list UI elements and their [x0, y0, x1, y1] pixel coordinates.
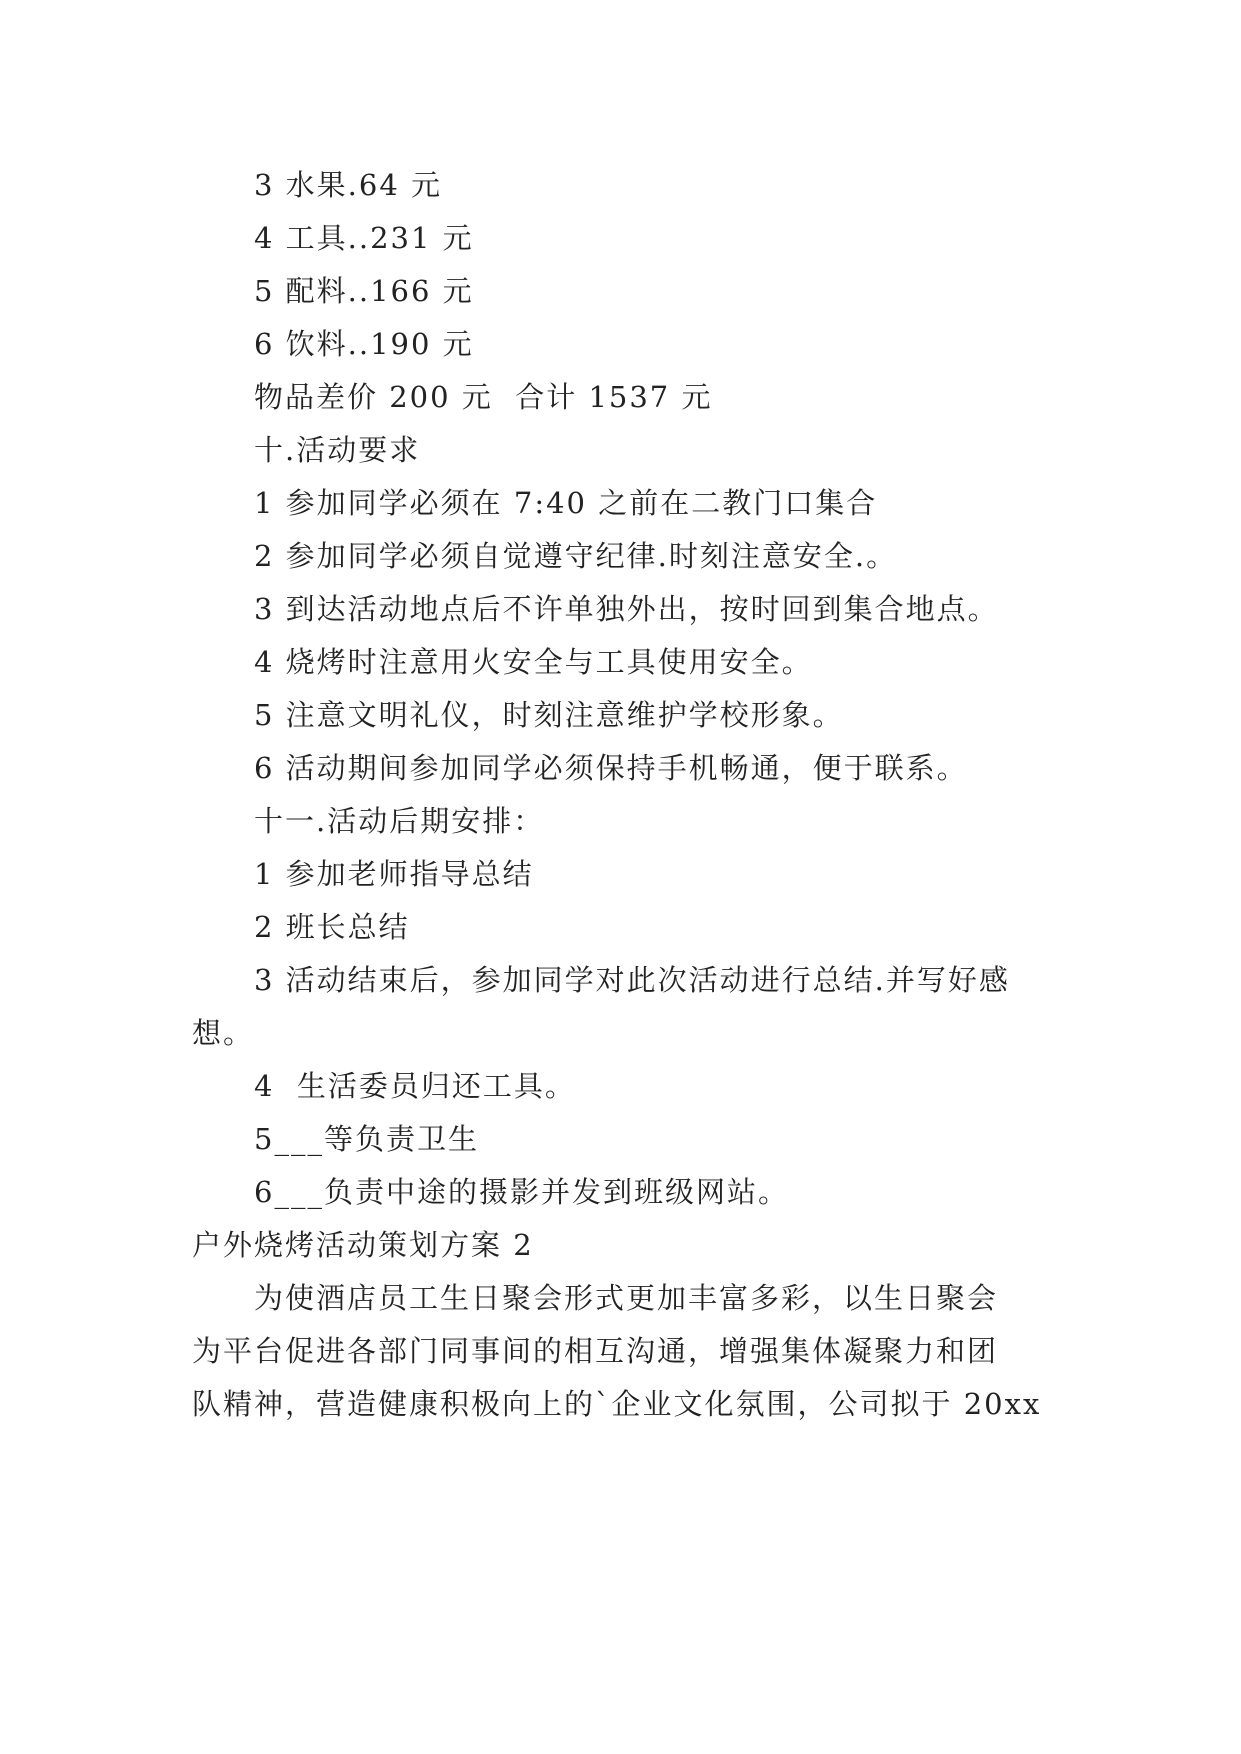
- followup-item: 4 生活委员归还工具。: [254, 1069, 576, 1103]
- requirement-item: 6 活动期间参加同学必须保持手机畅通，便于联系。: [254, 751, 968, 785]
- plan-two-paragraph-line: 为平台促进各部门同事间的相互沟通，增强集体凝聚力和团: [192, 1334, 999, 1368]
- budget-total: 物品差价 200 元 合计 1537 元: [254, 380, 713, 414]
- budget-item-drinks: 6 饮料..190 元: [254, 327, 474, 361]
- followup-item: 6___负责中途的摄影并发到班级网站。: [254, 1175, 789, 1209]
- plan-two-title: 户外烧烤活动策划方案 2: [192, 1228, 534, 1262]
- requirement-item: 2 参加同学必须自觉遵守纪律.时刻注意安全.。: [254, 539, 898, 573]
- followup-item: 3 活动结束后，参加同学对此次活动进行总结.并写好感: [254, 963, 1010, 997]
- budget-item-fruit: 3 水果.64 元: [254, 168, 443, 202]
- requirement-item: 5 注意文明礼仪，时刻注意维护学校形象。: [254, 698, 844, 732]
- followup-item: 5___等负责卫生: [254, 1122, 479, 1156]
- section-ten-heading: 十.活动要求: [254, 433, 421, 467]
- budget-item-ingredients: 5 配料..166 元: [254, 274, 474, 308]
- requirement-item: 4 烧烤时注意用火安全与工具使用安全。: [254, 645, 813, 679]
- plan-two-paragraph-line: 为使酒店员工生日聚会形式更加丰富多彩，以生日聚会: [254, 1281, 999, 1315]
- requirement-item: 1 参加同学必须在 7:40 之前在二教门口集合: [254, 486, 878, 520]
- followup-item: 1 参加老师指导总结: [254, 857, 534, 891]
- section-eleven-heading: 十一.活动后期安排：: [254, 804, 545, 838]
- followup-item-continuation: 想。: [192, 1016, 255, 1050]
- plan-two-paragraph-line: 队精神，营造健康积极向上的`企业文化氛围，公司拟于 20xx: [192, 1387, 1042, 1421]
- requirement-item: 3 到达活动地点后不许单独外出，按时回到集合地点。: [254, 592, 999, 626]
- followup-item: 2 班长总结: [254, 910, 410, 944]
- budget-item-tools: 4 工具..231 元: [254, 221, 474, 255]
